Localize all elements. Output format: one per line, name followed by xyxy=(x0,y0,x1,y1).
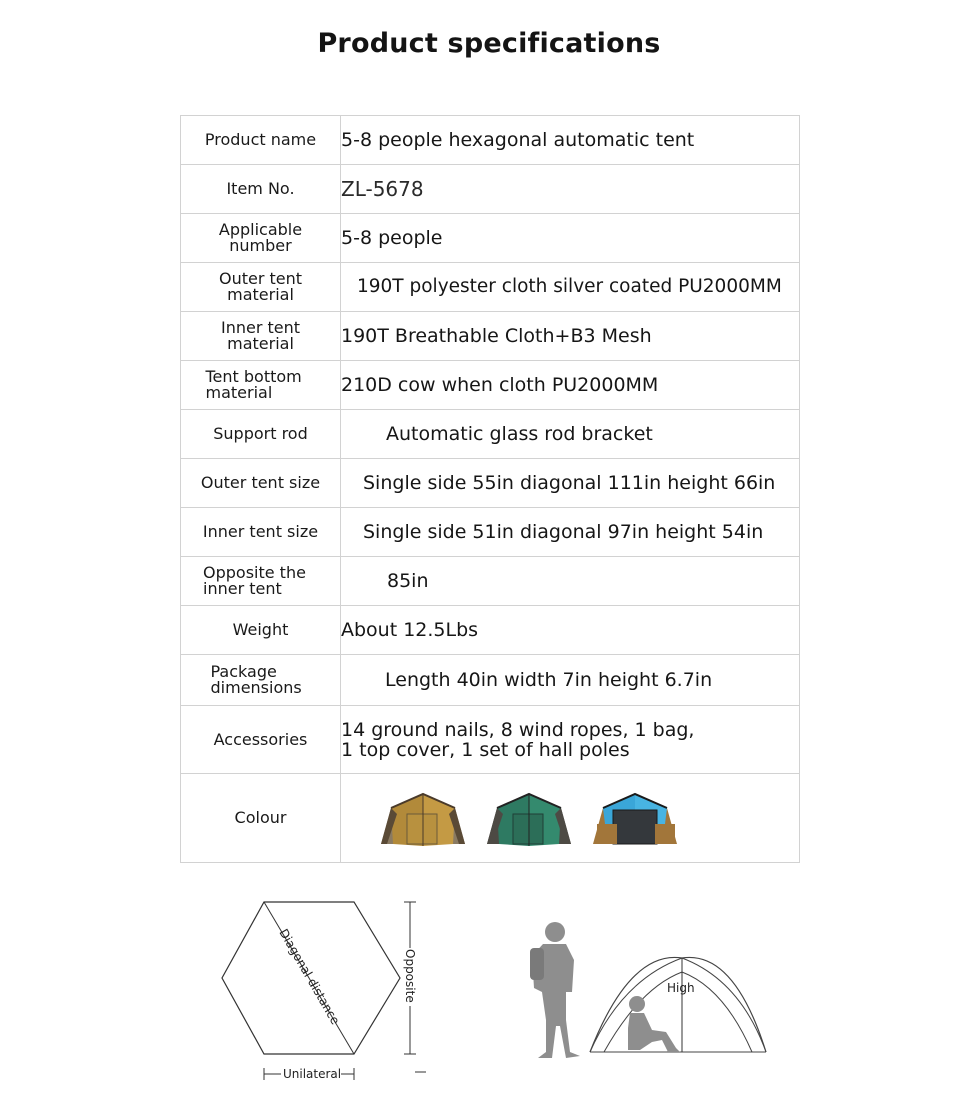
khaki-tent-image xyxy=(377,784,469,852)
row-label: Colour xyxy=(181,774,341,863)
diagonal-label: Diagonal distance xyxy=(276,926,343,1027)
row-value: Single side 55in diagonal 111in height 66in xyxy=(341,459,800,508)
row-value: 190T Breathable Cloth+B3 Mesh xyxy=(341,312,800,361)
unilateral-label: Unilateral xyxy=(283,1067,342,1081)
row-label: Support rod xyxy=(181,410,341,459)
sitting-person-icon xyxy=(628,996,680,1052)
row-value: Length 40in width 7in height 6.7in xyxy=(341,655,800,706)
row-label: Weight xyxy=(181,606,341,655)
table-row xyxy=(181,312,800,361)
row-label: Item No. xyxy=(181,165,341,214)
row-value: Automatic glass rod bracket xyxy=(341,410,800,459)
page-title: Product specifications xyxy=(317,28,661,59)
accessories-line-1: 14 ground nails, 8 wind ropes, 1 bag, xyxy=(341,718,695,741)
row-value: 85in xyxy=(341,557,800,606)
row-label: Inner tent material xyxy=(181,312,341,361)
row-label: Outer tent material xyxy=(181,263,341,312)
row-label: Inner tent size xyxy=(181,508,341,557)
table-row xyxy=(181,508,800,557)
row-label: Product name xyxy=(181,116,341,165)
row-value: ZL-5678 xyxy=(341,165,800,214)
row-value xyxy=(341,706,800,774)
table-row xyxy=(181,361,800,410)
row-value: 210D cow when cloth PU2000MM xyxy=(341,361,800,410)
opposite-label: Opposite xyxy=(403,949,417,1003)
row-value: 5-8 people hexagonal automatic tent xyxy=(341,116,800,165)
table-row xyxy=(181,165,800,214)
row-label: Outer tent size xyxy=(181,459,341,508)
table-row xyxy=(181,459,800,508)
table-row xyxy=(181,263,800,312)
row-label: Package dimensions xyxy=(181,655,341,706)
green-tent-image xyxy=(483,784,575,852)
row-label: Applicable number xyxy=(181,214,341,263)
hexagon-diagram xyxy=(0,880,978,1100)
row-value: 190T polyester cloth silver coated PU2000MM xyxy=(341,263,800,312)
spec-table xyxy=(180,115,800,863)
table-row xyxy=(181,557,800,606)
table-row xyxy=(181,774,800,863)
dimension-diagrams xyxy=(0,880,978,1100)
table-row xyxy=(181,655,800,706)
row-value: Single side 51in diagonal 97in height 54in xyxy=(341,508,800,557)
row-label: Opposite the inner tent xyxy=(181,557,341,606)
high-label: High xyxy=(667,981,695,995)
row-value: About 12.5Lbs xyxy=(341,606,800,655)
row-label: Tent bottom material xyxy=(181,361,341,410)
table-row xyxy=(181,706,800,774)
table-row xyxy=(181,410,800,459)
tent-outline xyxy=(590,957,766,1052)
accessories-line-2: 1 top cover, 1 set of hall poles xyxy=(341,738,630,761)
table-row xyxy=(181,606,800,655)
colour-swatches xyxy=(341,774,800,863)
standing-person-icon xyxy=(530,922,580,1058)
row-label: Accessories xyxy=(181,706,341,774)
table-row xyxy=(181,214,800,263)
row-value: 5-8 people xyxy=(341,214,800,263)
table-row xyxy=(181,116,800,165)
blue-tent-image xyxy=(589,784,681,852)
